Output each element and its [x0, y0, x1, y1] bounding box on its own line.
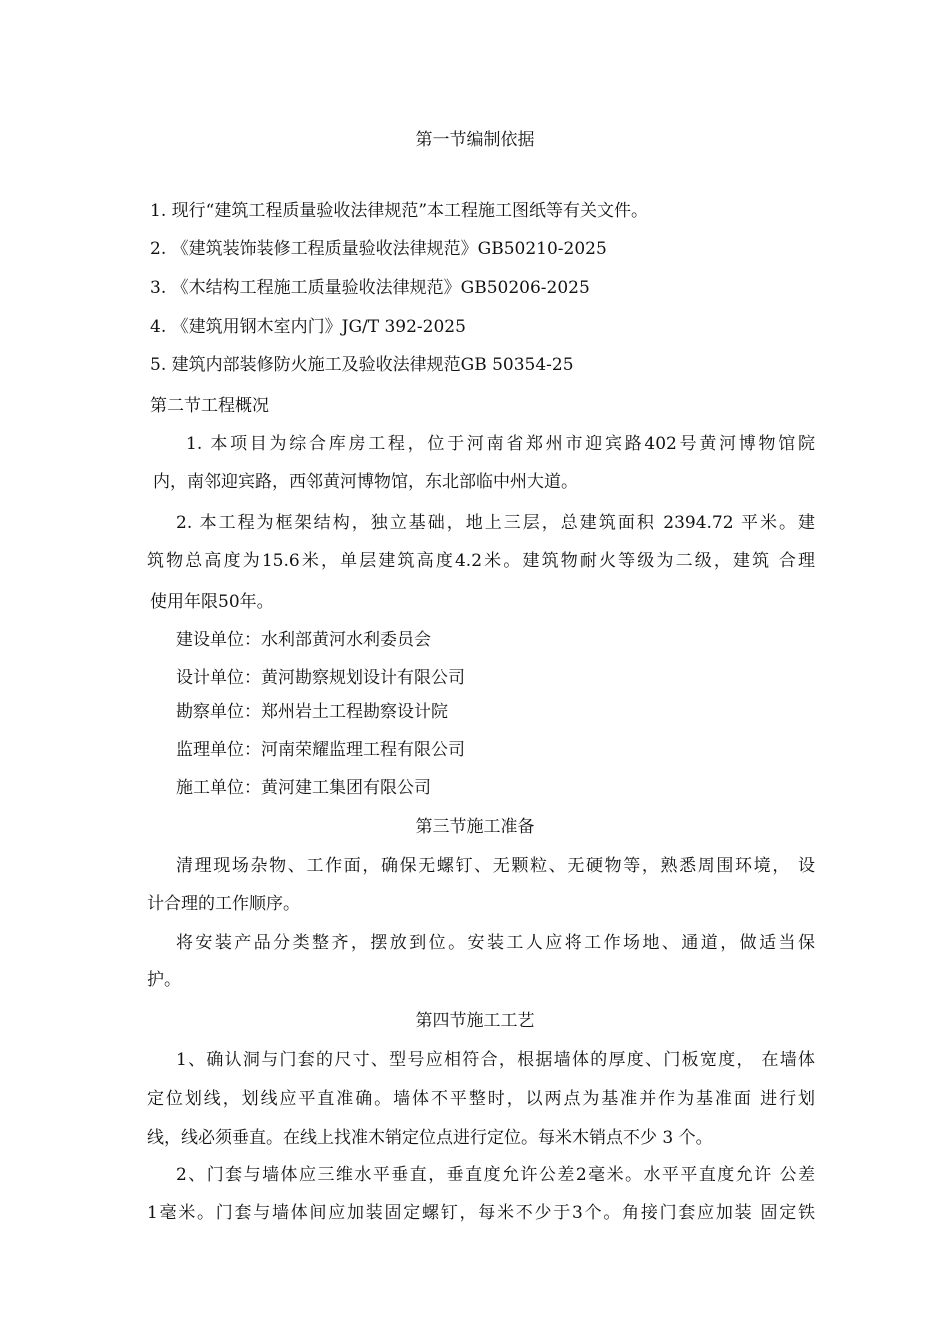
- unit-supervision: 监理单位：河南荣耀监理工程有限公司: [176, 740, 465, 760]
- prep-p1-line-1: 清理现场杂物、工作面，确保无螺钉、无颗粒、无硬物等，熟悉周围环境， 设: [176, 856, 815, 876]
- unit-contractor: 施工单位：黄河建工集团有限公司: [176, 778, 431, 798]
- process-p2-line-2: 1毫米。门套与墙体间应加装固定螺钉，每米不少于3个。角接门套应加装 固定铁: [147, 1203, 815, 1223]
- overview-p2-line-3: 使用年限50年。: [150, 592, 274, 612]
- section-3-title: 第三节施工准备: [415, 817, 535, 837]
- overview-p1-line-1: 1. 本项目为综合库房工程，位于河南省郑州市迎宾路402号黄河博物馆院: [186, 434, 815, 454]
- basis-item-5: 5. 建筑内部装修防火施工及验收法律规范GB 50354-25: [150, 355, 574, 375]
- process-p2-line-1: 2、门套与墙体应三维水平垂直，垂直度允许公差2毫米。水平平直度允许 公差: [176, 1165, 815, 1185]
- unit-design: 设计单位：黄河勘察规划设计有限公司: [176, 668, 465, 688]
- process-p1-line-2: 定位划线，划线应平直准确。墙体不平整时，以两点为基准并作为基准面 进行划: [147, 1089, 815, 1109]
- basis-item-4: 4. 《建筑用钢木室内门》JG/T 392-2025: [150, 317, 466, 337]
- section-2-title: 第二节工程概况: [150, 396, 269, 416]
- prep-p2-line-2: 护。: [147, 970, 181, 990]
- unit-survey: 勘察单位：郑州岩土工程勘察设计院: [176, 702, 448, 722]
- process-p1-line-3: 线，线必须垂直。在线上找准木销定位点进行定位。每米木销点不少 3 个。: [147, 1128, 713, 1148]
- basis-item-3: 3. 《木结构工程施工质量验收法律规范》GB50206-2025: [150, 278, 590, 298]
- overview-p2-line-1: 2. 本工程为框架结构，独立基础，地上三层，总建筑面积 2394.72 平米。建: [176, 513, 815, 533]
- unit-construction-owner: 建设单位：水利部黄河水利委员会: [176, 630, 431, 650]
- overview-p1-line-2: 内，南邻迎宾路，西邻黄河博物馆，东北部临中州大道。: [153, 472, 578, 492]
- basis-item-1: 1. 现行“建筑工程质量验收法律规范”本工程施工图纸等有关文件。: [150, 201, 649, 221]
- section-4-title: 第四节施工工艺: [415, 1011, 535, 1031]
- overview-p2-line-2: 筑物总高度为15.6米，单层建筑高度4.2米。建筑物耐火等级为二级，建筑 合理: [147, 551, 815, 571]
- section-1-title: 第一节编制依据: [415, 130, 535, 150]
- prep-p1-line-2: 计合理的工作顺序。: [147, 894, 300, 914]
- prep-p2-line-1: 将安装产品分类整齐，摆放到位。安装工人应将工作场地、通道，做适当保: [176, 933, 815, 953]
- basis-item-2: 2. 《建筑装饰装修工程质量验收法律规范》GB50210-2025: [150, 239, 607, 259]
- process-p1-line-1: 1、确认洞与门套的尺寸、型号应相符合，根据墙体的厚度、门板宽度， 在墙体: [176, 1050, 815, 1070]
